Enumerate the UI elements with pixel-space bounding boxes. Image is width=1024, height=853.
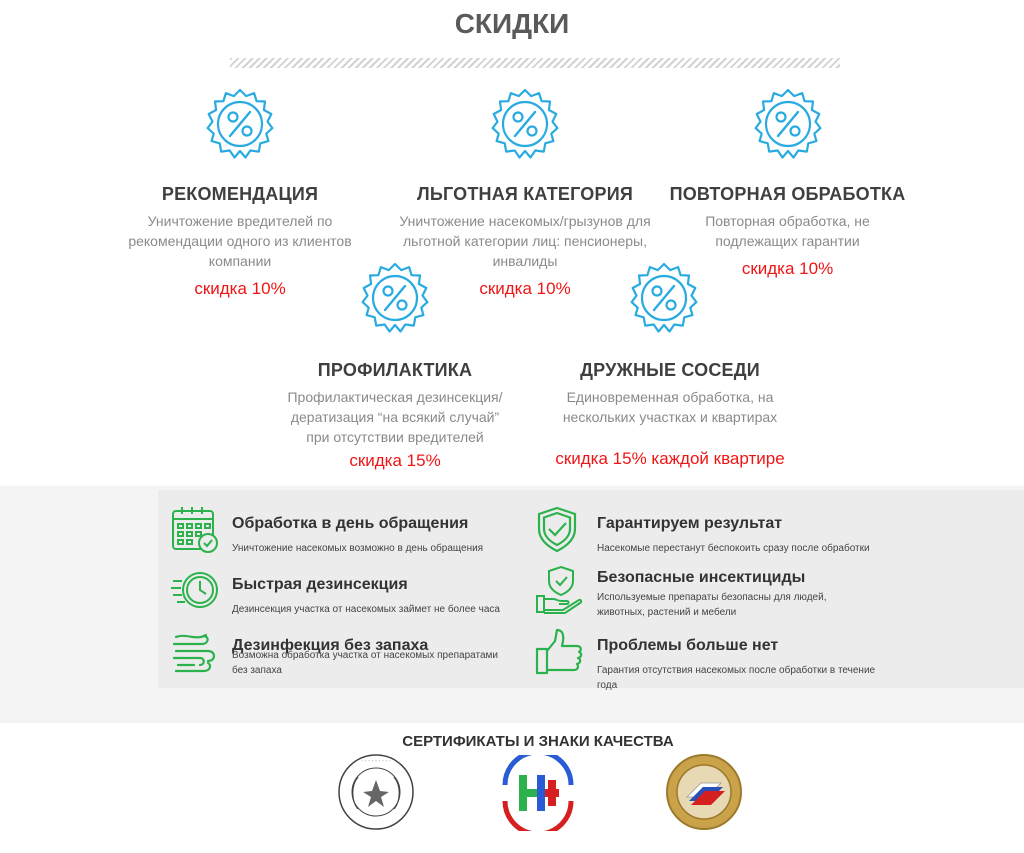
discount-description: Уничтожение вредителей по рекомендации одного из клиентов компании (128, 213, 352, 269)
percent-badge-icon (752, 88, 824, 160)
certificates-title: СЕРТИФИКАТЫ И ЗНАКИ КАЧЕСТВА (402, 733, 674, 750)
feature-description: Гарантия отсутствия насекомых после обработки в течение года (597, 665, 876, 691)
discount-description: Профилактическая дезинсекция/дератизация “на всякий случай” при отсутствии вредителей (287, 389, 503, 445)
discount-value: скидка 15% каждой квартире (555, 449, 785, 468)
feature-title: Обработка в день обращения (232, 515, 469, 532)
wind-icon (170, 625, 222, 677)
feature-description: Дезинсекция участка от насекомых займет не более часа (232, 604, 500, 615)
discount-value: скидка 10% (741, 259, 834, 278)
discount-value: скидка 10% (479, 279, 571, 298)
discount-title: ЛЬГОТНАЯ КАТЕГОРИЯ (416, 184, 633, 204)
discount-title: РЕКОМЕНДАЦИЯ (161, 184, 319, 204)
hand-shield-icon (535, 564, 587, 616)
discount-prevention (275, 262, 515, 471)
discount-neighbors (520, 262, 820, 469)
discount-title: ДРУЖНЫЕ СОСЕДИ (580, 360, 760, 380)
feature-title: Безопасные инсектициды (597, 569, 806, 586)
fast-clock-icon (170, 564, 222, 616)
percent-badge-icon (359, 262, 431, 334)
feature-title: Проблемы больше нет (597, 637, 779, 654)
feature-description: Возможна обработка участка от насекомых препаратами без запаха (232, 650, 499, 676)
thumbs-up-icon (535, 625, 587, 677)
feature-description: Уничтожение насекомых возможно в день обращения (232, 543, 484, 554)
page-title: СКИДКИ (454, 8, 570, 39)
discount-description: Уничтожение насекомых/грызунов для льготной категории лиц: пенсионеры, инвалиды (399, 213, 651, 269)
discount-repeat (660, 88, 915, 279)
percent-badge-icon (489, 88, 561, 160)
discount-description: Повторная обработка, не подлежащих гарантии (705, 213, 870, 249)
feature-title: Гарантируем результат (597, 515, 783, 532)
rostest-medal-icon (665, 753, 743, 831)
svg-text:· · · · · · · · ·: · · · · · · · · · (361, 758, 391, 765)
discount-description: Единовременная обработка, на нескольких участках и квартирах (562, 389, 778, 425)
feature-description: Используемые препараты безопасны для людей, животных, растений и мебели (597, 592, 827, 618)
certification-seal-icon (337, 753, 415, 831)
discount-title: ПРОФИЛАКТИКА (317, 360, 473, 380)
discount-value: скидка 15% (349, 451, 441, 470)
disinfection-org-logo-icon (497, 755, 579, 831)
percent-badge-icon (628, 262, 700, 334)
discount-value: скидка 10% (194, 279, 286, 298)
calendar-check-icon (170, 503, 222, 555)
decorative-stripe (230, 58, 840, 68)
feature-title: Быстрая дезинсекция (232, 576, 408, 593)
discount-title: ПОВТОРНАЯ ОБРАБОТКА (669, 184, 906, 204)
percent-badge-icon (204, 88, 276, 160)
feature-description: Насекомые перестанут беспокоить сразу после обработки (597, 543, 870, 554)
feature-title: Дезинфекция без запаха (232, 637, 429, 654)
shield-check-icon (535, 503, 587, 555)
